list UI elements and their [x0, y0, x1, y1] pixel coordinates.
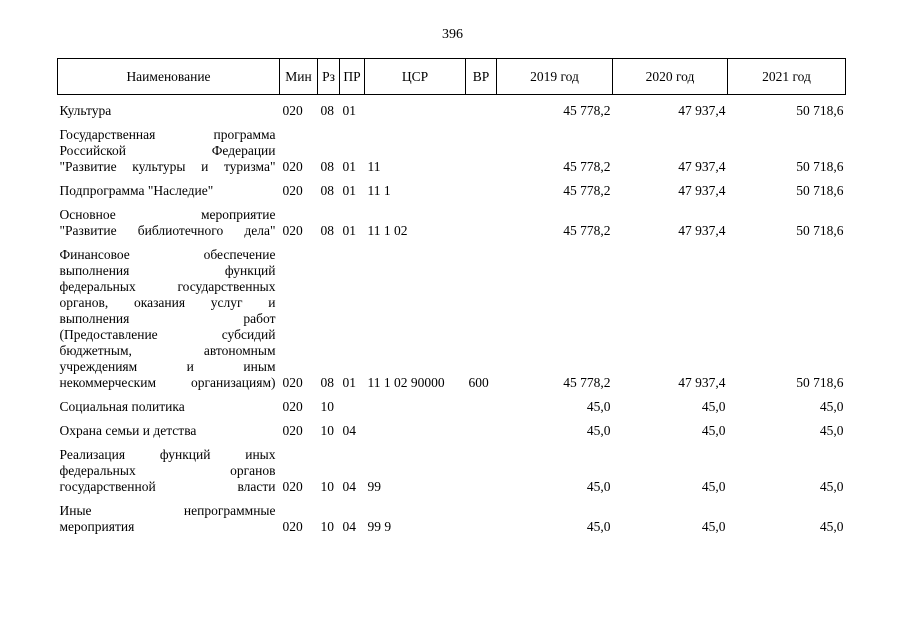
row-name [58, 503, 280, 535]
row-name-line: "Развитие библиотечного дела" [59, 223, 276, 238]
header-name: Наименование [58, 59, 280, 95]
cell-y2019: 45 778,2 [563, 103, 611, 118]
row-spacer-cell [58, 239, 846, 247]
cell-pr: 01 [342, 183, 356, 198]
row-name-line: Государственная программа [59, 127, 276, 142]
row-name [58, 127, 280, 175]
header-2021: 2021 год [728, 59, 846, 95]
cell-min: 020 [282, 375, 303, 390]
row-spacer-cell [58, 119, 846, 127]
cell-y2021: 45,0 [819, 399, 844, 414]
row-spacer-cell [58, 495, 846, 503]
cell-y2020: 47 937,4 [678, 223, 726, 238]
table-row [58, 207, 846, 239]
table-row [58, 183, 846, 199]
cell-y2021: 45,0 [819, 479, 844, 494]
cell-rz: 10 [320, 479, 334, 494]
cell-csr [365, 423, 466, 439]
cell-y2020: 47 937,4 [678, 159, 726, 174]
row-spacer [58, 95, 846, 104]
cell-y2020: 45,0 [701, 519, 726, 534]
row-name [58, 183, 280, 199]
cell-vr [466, 127, 497, 175]
cell-min: 020 [282, 399, 303, 414]
row-name-line: Иные непрограммные [59, 503, 276, 518]
cell-min: 020 [282, 103, 303, 118]
row-spacer [58, 199, 846, 207]
cell-y2019: 45,0 [586, 479, 611, 494]
row-spacer [58, 415, 846, 423]
row-name-line: Основное мероприятие [59, 207, 276, 222]
cell-y2020: 45,0 [701, 479, 726, 494]
row-name-line: Социальная политика [59, 399, 185, 414]
cell-y2019: 45,0 [586, 399, 611, 414]
cell-csr: 11 1 02 [367, 223, 408, 238]
row-name-line: государственной власти [59, 479, 276, 494]
cell-csr: 99 9 [367, 519, 392, 534]
cell-pr: 04 [342, 423, 356, 438]
row-spacer-cell [58, 415, 846, 423]
cell-y2020: 47 937,4 [678, 103, 726, 118]
table-row [58, 423, 846, 439]
row-spacer [58, 239, 846, 247]
cell-pr: 01 [342, 375, 356, 390]
cell-vr [466, 103, 497, 119]
cell-csr: 11 1 02 90000 [367, 375, 445, 390]
cell-pr: 01 [342, 103, 356, 118]
cell-y2021: 50 718,6 [796, 223, 844, 238]
cell-rz: 10 [320, 519, 334, 534]
row-name-line: Культура [59, 103, 112, 118]
header-rz: Рз [318, 59, 340, 95]
row-spacer-cell [58, 175, 846, 183]
row-name-line: бюджетным, автономным [59, 343, 276, 358]
row-spacer [58, 439, 846, 447]
cell-rz: 08 [320, 223, 334, 238]
table-row [58, 447, 846, 495]
cell-y2021: 50 718,6 [796, 159, 844, 174]
cell-rz: 08 [320, 159, 334, 174]
budget-table [57, 58, 846, 535]
cell-vr [466, 207, 497, 239]
row-name-line: Реализация функций иных [59, 447, 276, 462]
cell-vr: 600 [468, 375, 489, 390]
row-name-line: выполнения функций [59, 263, 276, 278]
cell-y2019: 45,0 [586, 519, 611, 534]
row-name-line: (Предоставление субсидий [59, 327, 276, 342]
cell-rz: 10 [320, 423, 334, 438]
cell-min: 020 [282, 223, 303, 238]
row-name-line: Подпрограмма "Наследие" [59, 183, 214, 198]
cell-min: 020 [282, 479, 303, 494]
table-body [58, 95, 846, 536]
cell-pr: 01 [342, 159, 356, 174]
row-spacer-cell [58, 95, 846, 104]
table-row [58, 103, 846, 119]
cell-rz: 08 [320, 375, 334, 390]
cell-csr [365, 399, 466, 415]
cell-vr [466, 183, 497, 199]
cell-y2020: 47 937,4 [678, 375, 726, 390]
cell-rz: 08 [320, 103, 334, 118]
row-name-line: Финансовое обеспечение [59, 247, 276, 262]
cell-pr: 04 [342, 479, 356, 494]
row-name-line: Охрана семьи и детства [59, 423, 197, 438]
cell-min: 020 [282, 159, 303, 174]
row-name-line: выполнения работ [59, 311, 276, 326]
cell-csr: 11 [367, 159, 381, 174]
cell-y2019: 45,0 [586, 423, 611, 438]
cell-pr: 04 [342, 519, 356, 534]
cell-vr [466, 399, 497, 415]
cell-y2021: 50 718,6 [796, 375, 844, 390]
cell-vr [466, 447, 497, 495]
cell-vr [466, 503, 497, 535]
row-name-line: органов, оказания услуг и [59, 295, 276, 310]
table-row [58, 503, 846, 535]
cell-y2019: 45 778,2 [563, 375, 611, 390]
table-header-row [58, 59, 846, 95]
row-name-line: "Развитие культуры и туризма" [59, 159, 276, 174]
cell-y2019: 45 778,2 [563, 223, 611, 238]
table-row [58, 247, 846, 391]
row-spacer-cell [58, 391, 846, 399]
row-name-line: федеральных государственных [59, 279, 276, 294]
cell-pr [340, 399, 365, 415]
row-name [58, 247, 280, 391]
cell-y2020: 45,0 [701, 399, 726, 414]
cell-y2021: 45,0 [819, 519, 844, 534]
header-2019: 2019 год [497, 59, 613, 95]
row-name-line: федеральных органов [59, 463, 276, 478]
row-name [58, 207, 280, 239]
cell-vr [466, 423, 497, 439]
cell-rz: 08 [320, 183, 334, 198]
table-row [58, 399, 846, 415]
cell-csr: 11 1 [367, 183, 391, 198]
cell-y2021: 50 718,6 [796, 103, 844, 118]
row-spacer-cell [58, 439, 846, 447]
header-min: Мин [280, 59, 318, 95]
header-2020: 2020 год [613, 59, 728, 95]
table-row [58, 127, 846, 175]
header-pr: ПР [340, 59, 365, 95]
header-csr: ЦСР [365, 59, 466, 95]
cell-y2021: 45,0 [819, 423, 844, 438]
row-spacer [58, 495, 846, 503]
cell-y2020: 47 937,4 [678, 183, 726, 198]
row-name [58, 399, 280, 415]
row-spacer-cell [58, 199, 846, 207]
page-number: 396 [442, 27, 463, 42]
row-spacer [58, 119, 846, 127]
cell-csr [365, 103, 466, 119]
cell-min: 020 [282, 423, 303, 438]
row-name-line: некоммерческим организациям) [59, 375, 276, 390]
cell-y2021: 50 718,6 [796, 183, 844, 198]
cell-y2019: 45 778,2 [563, 183, 611, 198]
row-name [58, 423, 280, 439]
row-name-line: Российской Федерации [59, 143, 276, 158]
cell-y2020: 45,0 [701, 423, 726, 438]
cell-csr: 99 [367, 479, 381, 494]
row-name-line: учреждениям и иным [59, 359, 276, 374]
cell-rz: 10 [320, 399, 334, 414]
row-name [58, 103, 280, 119]
cell-min: 020 [282, 183, 303, 198]
row-spacer [58, 175, 846, 183]
row-name-line: мероприятия [59, 519, 135, 534]
cell-y2019: 45 778,2 [563, 159, 611, 174]
cell-pr: 01 [342, 223, 356, 238]
cell-min: 020 [282, 519, 303, 534]
row-spacer [58, 391, 846, 399]
header-vr: ВР [466, 59, 497, 95]
row-name [58, 447, 280, 495]
